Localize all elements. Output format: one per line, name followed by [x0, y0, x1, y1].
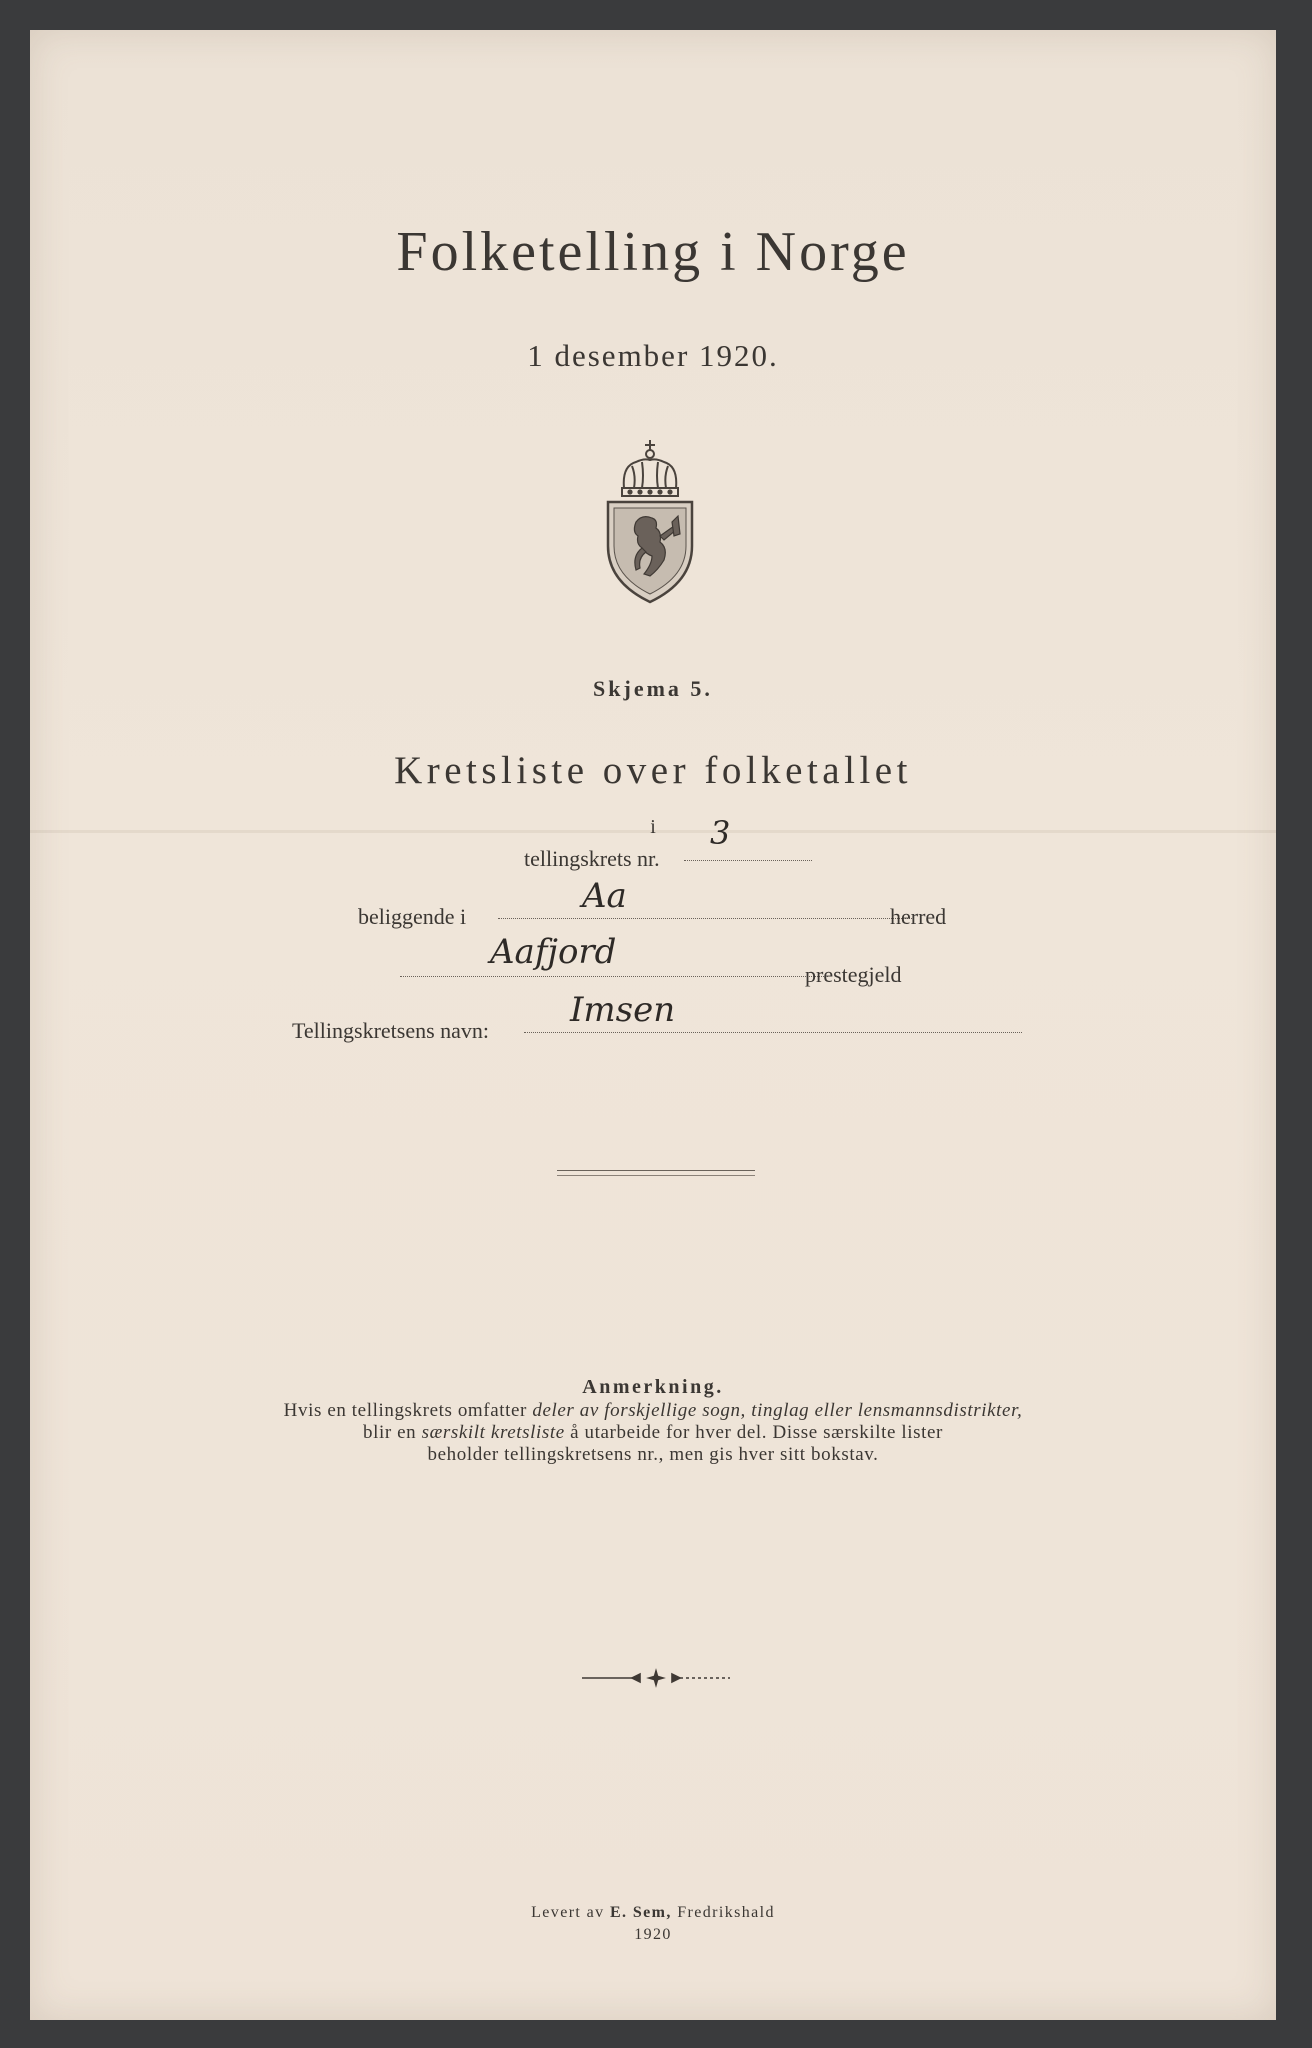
prestegjeld-label: prestegjeld: [805, 962, 902, 987]
herred-line: [498, 918, 912, 919]
imprint-printer: E. Sem,: [609, 1904, 672, 1921]
krets-value: 3: [710, 814, 731, 852]
navn-line: [524, 1032, 1022, 1033]
krets-label: tellingskrets nr.: [524, 846, 660, 871]
note-line-1-text: Hvis en tellingskrets omfatter: [283, 1400, 533, 1421]
beliggende-label: beliggende i: [358, 904, 467, 929]
printer-imprint: [30, 1902, 1276, 1946]
note-line-1-italic: deler av forskjellige sogn, tinglag eller lensmannsdistrikter,: [532, 1400, 1023, 1421]
imprint-levert: Levert av: [531, 1904, 610, 1921]
navn-label: Tellingskretsens navn:: [292, 1018, 490, 1043]
form-heading: Kretsliste over folketallet: [394, 749, 912, 792]
krets-line: [684, 860, 812, 861]
note-line-2-rest: å utarbeide for hver del. Disse særskilte lister: [564, 1422, 943, 1443]
imprint-place: Fredrikshald: [671, 1904, 775, 1921]
form-date: 1 desember 1920.: [527, 338, 779, 373]
connector-i: i: [650, 816, 656, 838]
form-title: Folketelling i Norge: [396, 221, 910, 283]
note-body: [30, 1400, 1276, 1466]
note-line-2: [30, 1422, 1276, 1444]
imprint-year: 1920: [634, 1926, 672, 1943]
note-line-1: [30, 1400, 1276, 1422]
norwegian-coat-of-arms-icon: [602, 436, 698, 606]
imprint-line: [30, 1902, 1276, 1924]
prestegjeld-line: [400, 976, 828, 977]
divider-ornament-icon: [582, 1668, 730, 1688]
prestegjeld-value: Aafjord: [490, 932, 617, 972]
note-line-2-text: blir en: [363, 1422, 422, 1443]
navn-value: Imsen: [570, 990, 676, 1030]
herred-label: herred: [890, 904, 947, 929]
note-heading: Anmerkning.: [582, 1376, 724, 1398]
note-line-3: beholder tellingskretsens nr., men gis hver sitt bokstav.: [427, 1444, 879, 1465]
note-line-2-italic: særskilt kretsliste: [421, 1422, 565, 1443]
herred-value: Aa: [582, 876, 627, 916]
census-form-page: [30, 30, 1276, 2020]
divider-rule: [557, 1170, 755, 1176]
schema-number: Skjema 5.: [593, 676, 713, 701]
